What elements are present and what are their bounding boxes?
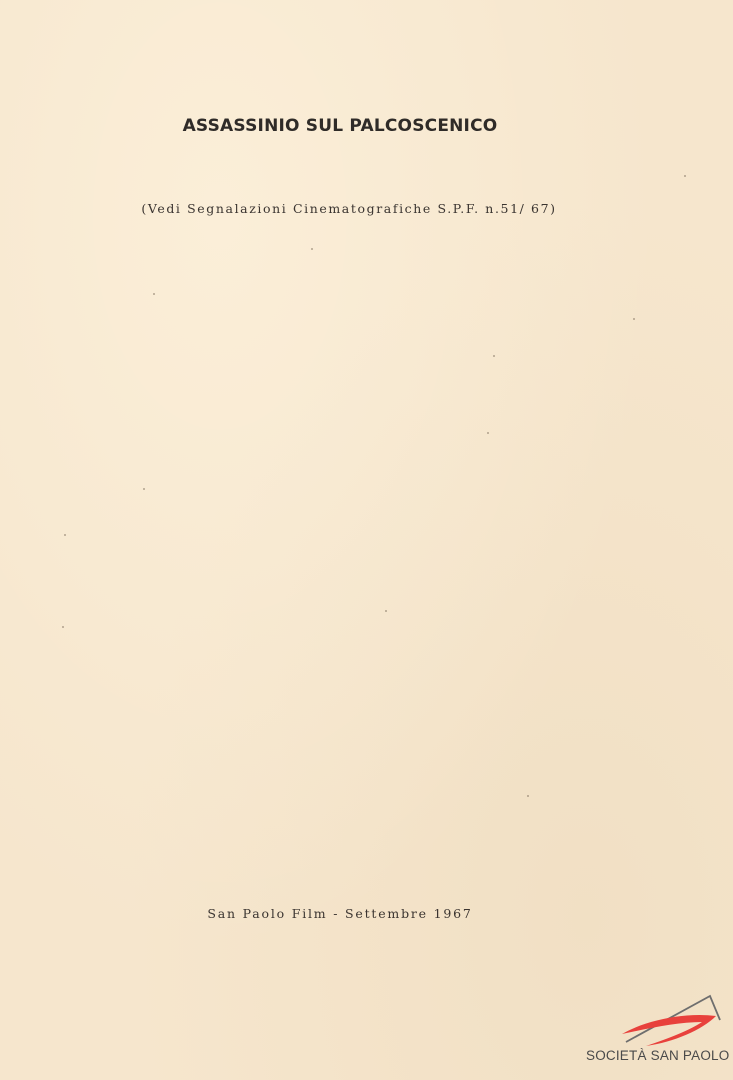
paper-speck (153, 293, 155, 295)
paper-speck (62, 626, 64, 628)
document-title: ASSASSINIO SUL PALCOSCENICO (182, 116, 498, 136)
paper-speck (385, 610, 387, 612)
reference-note: (Vedi Segnalazioni Cinematografiche S.P.F. n.51/ 67) (141, 201, 557, 216)
paper-speck (527, 795, 529, 797)
paper-speck (684, 175, 686, 177)
paper-speck (143, 488, 145, 490)
paper-speck (487, 432, 489, 434)
paper-speck (64, 534, 66, 536)
paper-speck (633, 318, 635, 320)
publisher-date-line: San Paolo Film - Settembre 1967 (207, 906, 473, 921)
societa-san-paolo-watermark (586, 990, 730, 1070)
san-paolo-logo-icon (616, 990, 722, 1048)
paper-speck (493, 355, 495, 357)
paper-speck (311, 248, 313, 250)
watermark-text: SOCIETÀ SAN PAOLO (586, 1048, 730, 1063)
